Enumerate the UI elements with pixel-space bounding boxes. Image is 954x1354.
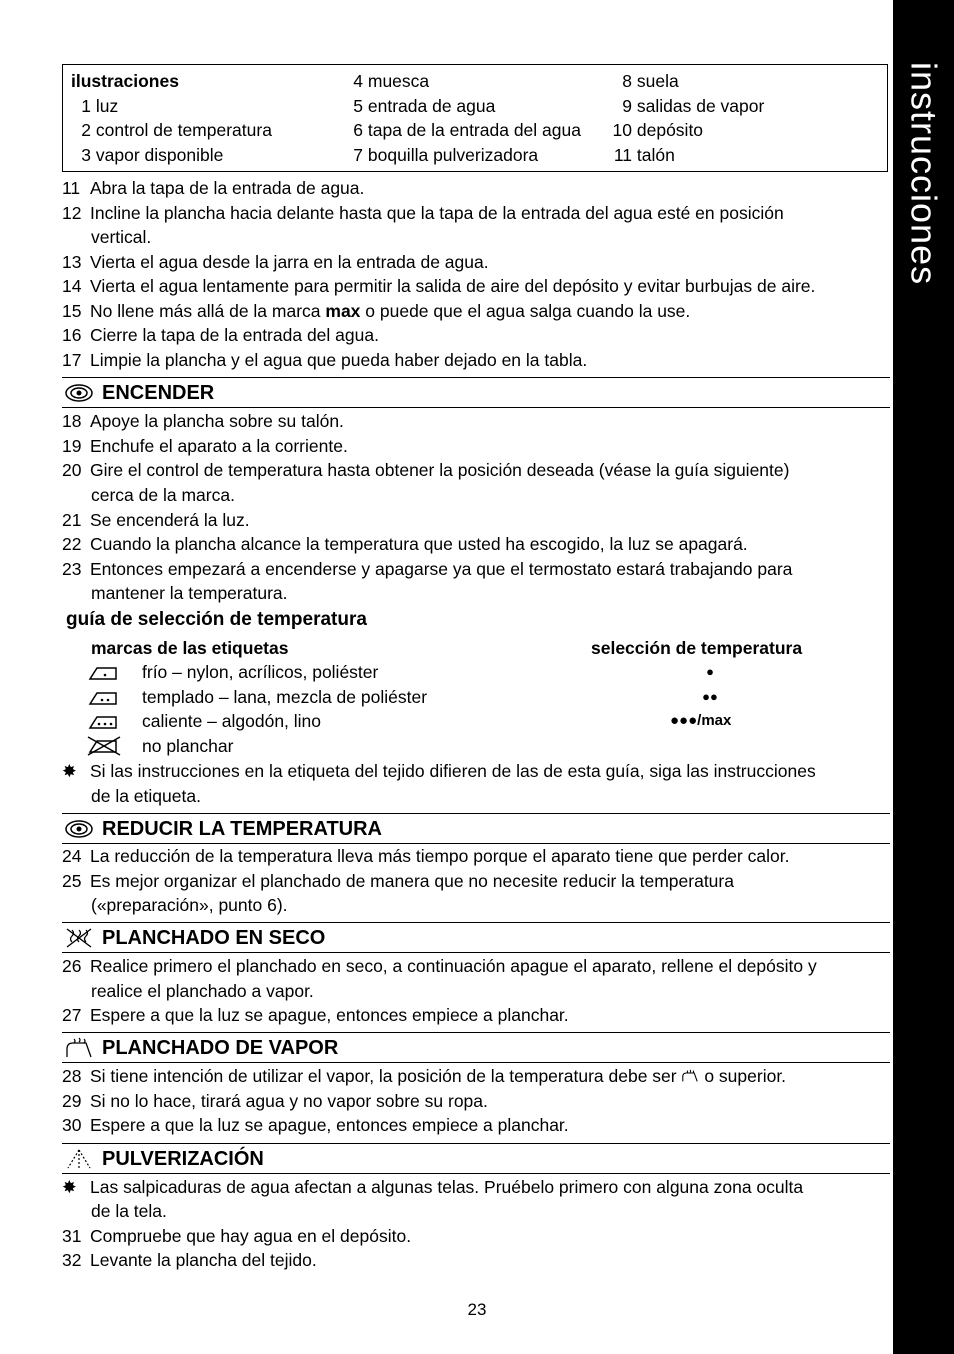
side-tab — [893, 0, 954, 1354]
step-item: 26 Realice primero el planchado en seco, a continuación apague el aparato, rellene el depósito y — [62, 956, 817, 976]
section-title: PLANCHADO DE VAPOR — [102, 1037, 339, 1059]
step-continuation: cerca de la marca. — [91, 485, 235, 505]
illus-item: depósito — [636, 120, 704, 140]
step-item: 12 Incline la plancha hacia delante hasta que la tapa de la entrada del agua esté en posición — [62, 203, 784, 223]
step-continuation: realice el planchado a vapor. — [91, 981, 314, 1001]
step-item: 20 Gire el control de temperatura hasta obtener la posición deseada (véase la guía siguiente) — [62, 460, 790, 480]
illus-item: luz — [95, 95, 119, 116]
step-item: 15 No llene más allá de la marca max o puede que el agua salga cuando la use. — [62, 301, 691, 321]
iron-one-dot-icon — [88, 664, 118, 682]
steam-icon — [64, 1037, 94, 1059]
guide-col-marks: marcas de las etiquetas — [91, 638, 289, 658]
tip-star-icon: ✸ — [62, 761, 77, 781]
guide-row-label: no planchar — [142, 736, 234, 756]
iron-three-dot-icon — [88, 713, 118, 731]
tip-item: ✸ Si las instrucciones en la etiqueta del tejido difieren de las de esta guía, siga las instrucciones — [62, 759, 816, 784]
section-title: PLANCHADO EN SECO — [102, 927, 326, 949]
illus-item: talón — [636, 144, 675, 165]
step-item: 27 Espere a que la luz se apague, entonces empiece a planchar. — [62, 1005, 569, 1025]
step-continuation: vertical. — [91, 227, 152, 247]
guide-row-label: caliente – algodón, lino — [142, 711, 322, 731]
iron-two-dot-icon — [88, 689, 118, 707]
step-item: 23 Entonces empezará a encenderse y apagarse ya que el termostato estará trabajando para — [62, 559, 793, 579]
step-item: 30 Espere a que la luz se apague, entonces empiece a planchar. — [62, 1115, 569, 1135]
illus-item: entrada de agua — [367, 95, 496, 116]
page-number: 23 — [467, 1300, 487, 1319]
guide-row-label: frío – nylon, acrílicos, poliéster — [142, 662, 379, 682]
step-item: 24 La reducción de la temperatura lleva más tiempo porque el aparato tiene que perder calor. — [62, 846, 790, 866]
spray-icon — [64, 1148, 94, 1170]
section-header-vapor — [62, 1032, 890, 1063]
tip-continuation: de la etiqueta. — [91, 786, 201, 806]
steam-inline-icon — [681, 1068, 699, 1084]
tip-continuation: de la tela. — [91, 1201, 167, 1221]
step-continuation: («preparación», punto 6). — [91, 895, 288, 915]
step-item: 29 Si no lo hace, tirará agua y no vapor sobre su ropa. — [62, 1091, 488, 1111]
step-item: 22 Cuando la plancha alcance la temperatura que usted ha escogido, la luz se apagará. — [62, 534, 748, 554]
illus-item: vapor disponible — [95, 144, 224, 165]
step-item: 31 Compruebe que hay agua en el depósito. — [62, 1226, 412, 1246]
guide-col-temp: selección de temperatura — [591, 638, 803, 658]
section-header-seco — [62, 922, 890, 953]
section-title: ENCENDER — [102, 382, 215, 404]
guide-row-temp: ●● — [702, 689, 718, 704]
side-tab-label: instrucciones — [903, 62, 945, 286]
step-continuation: mantener la temperatura. — [91, 583, 288, 603]
illustrations-title: ilustraciones — [71, 71, 179, 91]
illus-item: boquilla pulverizadora — [367, 144, 539, 165]
section-header-encender — [62, 377, 890, 408]
step-item: 11 Abra la tapa de la entrada de agua. — [62, 178, 365, 198]
eye-icon — [64, 382, 94, 404]
illus-item: muesca — [367, 71, 430, 91]
step-item: 18 Apoye la plancha sobre su talón. — [62, 411, 344, 431]
tip-item: ✸ Las salpicaduras de agua afectan a algunas telas. Pruébelo primero con alguna zona oculta — [62, 1175, 803, 1200]
no-iron-icon — [86, 735, 122, 757]
step-item: 25 Es mejor organizar el planchado de manera que no necesite reducir la temperatura — [62, 871, 734, 891]
no-steam-icon — [64, 927, 94, 949]
eye-icon — [64, 818, 94, 840]
step-item: 19 Enchufe el aparato a la corriente. — [62, 436, 348, 456]
illus-item: control de temperatura — [95, 120, 272, 140]
step-item: 28 Si tiene intención de utilizar el vapor, la posición de la temperatura debe ser o superior. — [62, 1066, 787, 1086]
step-item: 16 Cierre la tapa de la entrada del agua. — [62, 325, 379, 345]
guide-row-temp: ●●●/max — [670, 712, 732, 729]
illus-item: salidas de vapor — [636, 95, 765, 116]
step-item: 14 Vierta el agua lentamente para permitir la salida de aire del depósito y evitar burbujas de aire. — [62, 276, 816, 296]
section-title: REDUCIR LA TEMPERATURA — [102, 818, 382, 840]
section-header-pulverizacion — [62, 1143, 890, 1174]
guide-row-label: templado – lana, mezcla de poliéster — [142, 687, 428, 707]
step-item: 17 Limpie la plancha y el agua que pueda haber dejado en la tabla. — [62, 350, 588, 370]
illus-item: tapa de la entrada del agua — [367, 120, 581, 140]
guide-row-temp: ● — [706, 664, 714, 679]
tip-star-icon: ✸ — [62, 1177, 77, 1197]
guide-title: guía de selección de temperatura — [66, 609, 367, 630]
step-item: 21 Se encenderá la luz. — [62, 510, 250, 530]
section-title: PULVERIZACIÓN — [102, 1148, 264, 1170]
section-header-reducir — [62, 813, 890, 844]
illus-item: suela — [636, 71, 679, 91]
step-item: 32 Levante la plancha del tejido. — [62, 1250, 317, 1270]
step-item: 13 Vierta el agua desde la jarra en la entrada de agua. — [62, 252, 489, 272]
illustrations-box: ilustraciones 1 luz 2 control de temperatura 3 vapor disponible 4 muesca 5 entrada de agua 6 tapa de la entrada del agua 7 boquilla pulverizadora 8 suela 9 salidas de vapor 10 depósito 11 talón — [62, 64, 888, 172]
